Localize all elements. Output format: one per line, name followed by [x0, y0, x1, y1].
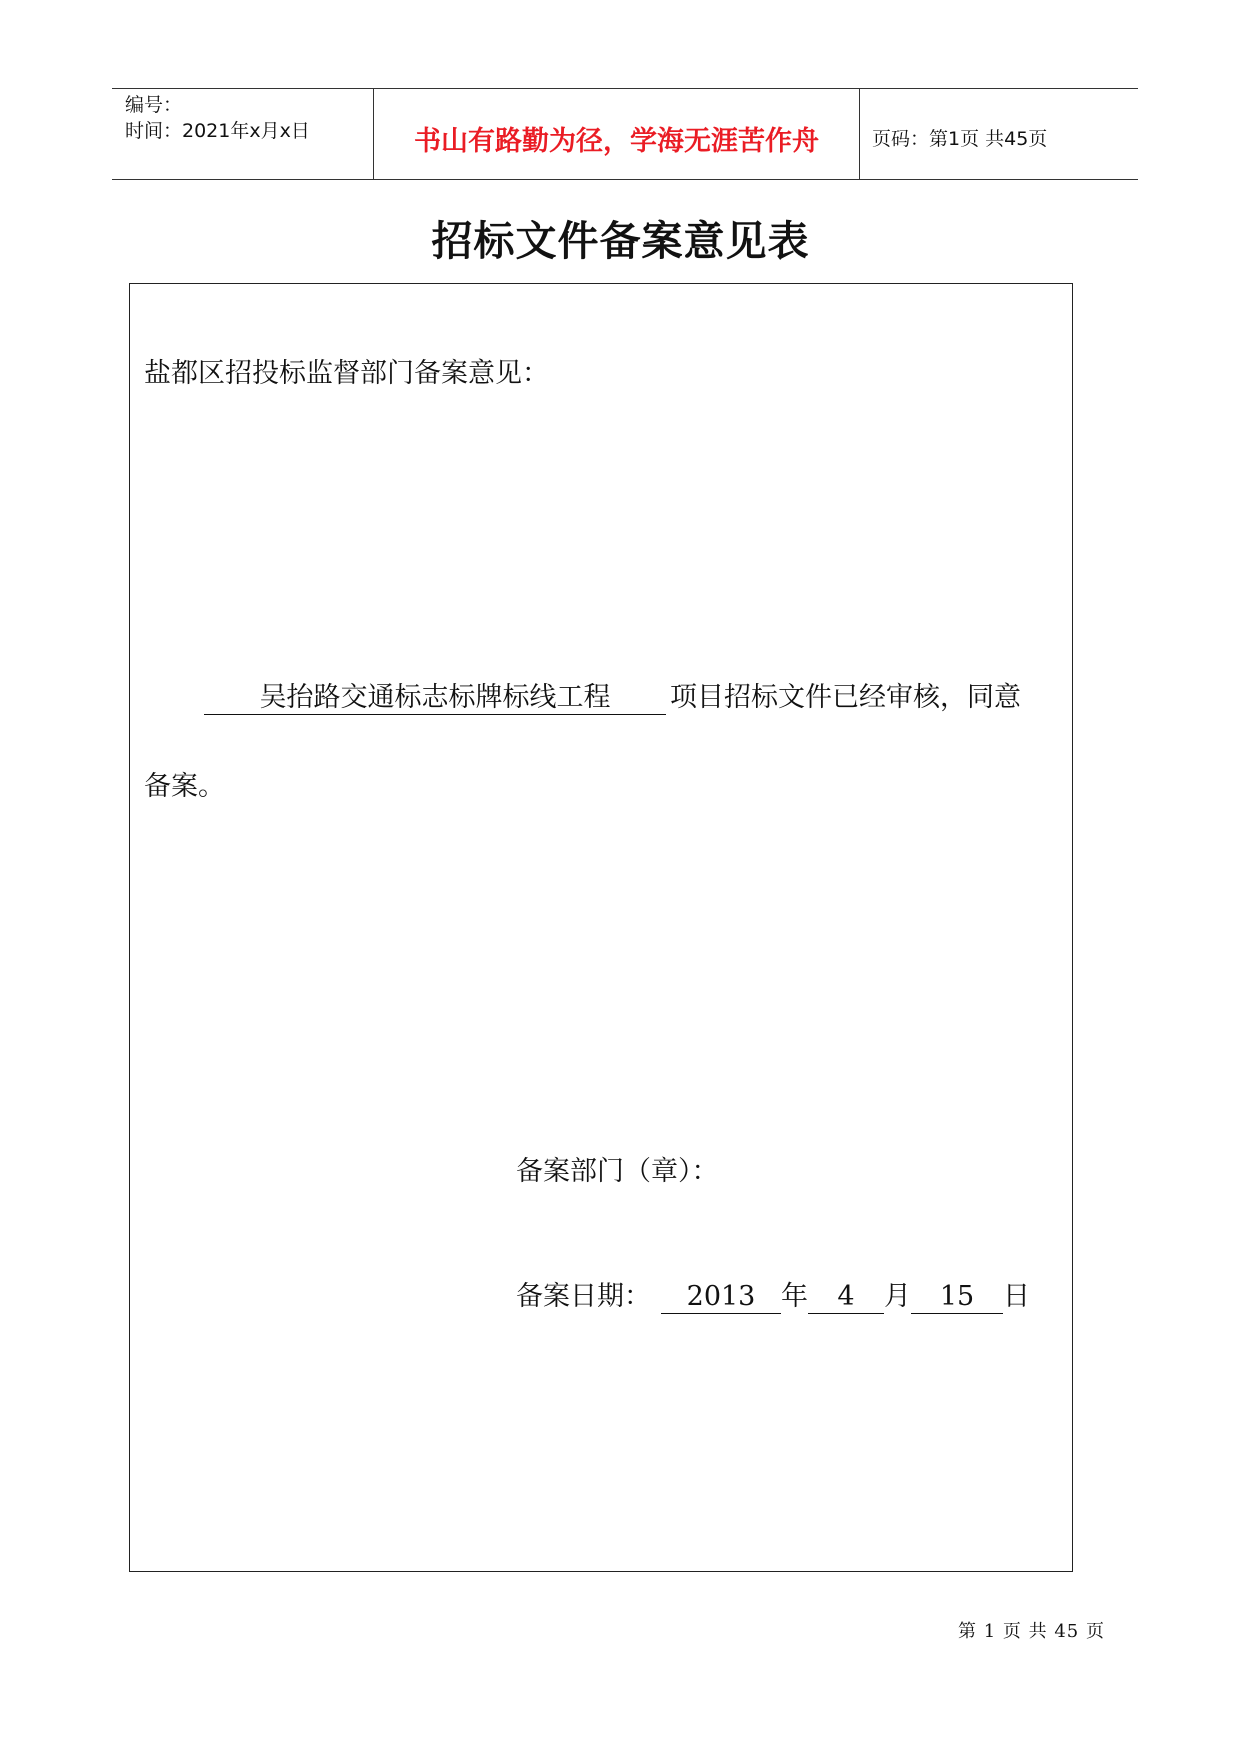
motto-text: 书山有路勤为径，学海无涯苦作舟	[414, 126, 819, 157]
year-char: 年	[781, 1281, 808, 1312]
document-header	[112, 88, 1138, 180]
document-number-label: 编号：	[125, 94, 183, 116]
header-page-cell	[860, 89, 1138, 179]
document-title: 招标文件备案意见表	[431, 217, 810, 265]
header-meta-cell	[112, 89, 374, 179]
approval-line-2: 备案。	[144, 771, 225, 802]
header-page-number: 页码：第1页 共45页	[872, 128, 1048, 150]
approval-line-1	[204, 675, 1021, 715]
footer-page-number: 第 1 页 共 45 页	[958, 1621, 1105, 1642]
date-month-field: 4	[808, 1281, 884, 1314]
day-char: 日	[1003, 1281, 1030, 1312]
opinion-heading: 盐都区招投标监督部门备案意见：	[144, 358, 549, 389]
department-label: 备案部门（章）：	[516, 1156, 719, 1187]
filing-opinion-box	[129, 283, 1073, 1572]
date-year-field: 2013	[661, 1281, 781, 1314]
filing-date-line	[516, 1274, 1030, 1314]
date-label: 备案日期：	[516, 1281, 651, 1312]
date-day-field: 15	[911, 1281, 1003, 1314]
document-time-label: 时间：2021年x月x日	[125, 120, 310, 142]
project-name-field: 吴抬路交通标志标牌标线工程	[204, 682, 666, 715]
month-char: 月	[884, 1281, 911, 1312]
header-motto-cell	[374, 89, 860, 179]
approval-text-1: 项目招标文件已经审核，同意	[670, 682, 1021, 713]
